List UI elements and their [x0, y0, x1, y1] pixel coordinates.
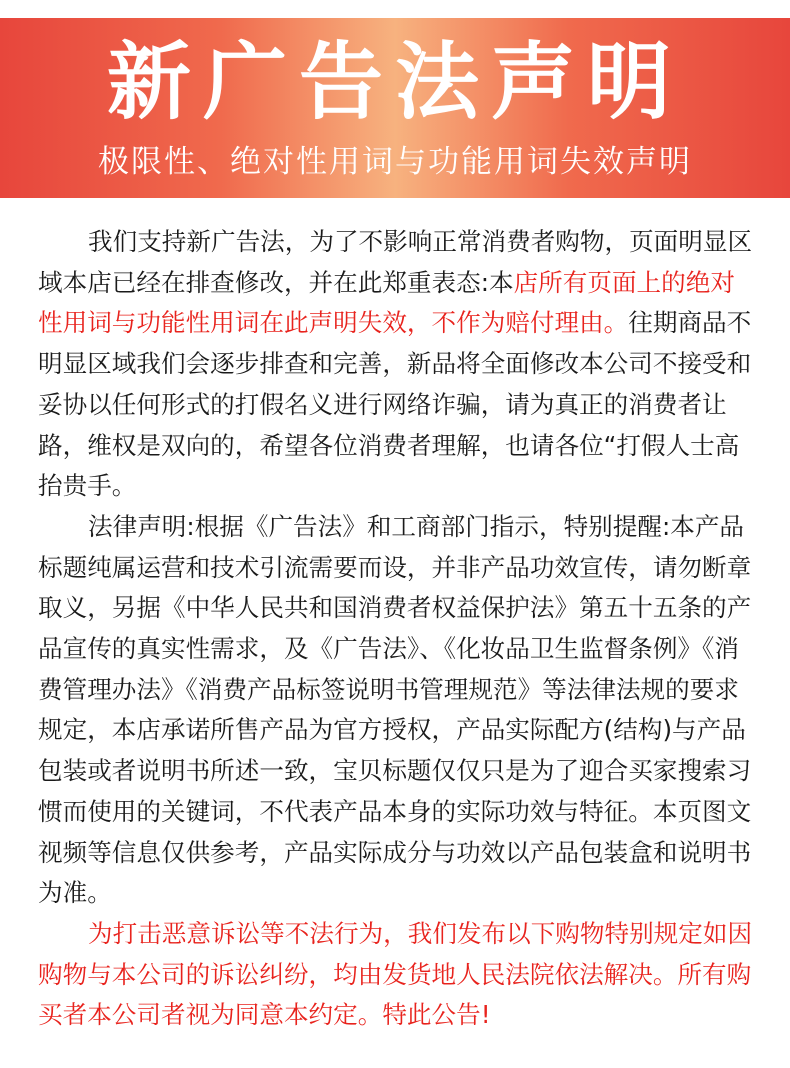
paragraph-text: 往期商品不明显区域我们会逐步排查和完善，新品将全面修改本公司不接受和妥协以任何形式的打假名义进行网络诈骗，请为真正的消费者让路，维权是双向的，希望各位消费者理解，也请各位“打假人士高抬贵手。	[38, 308, 752, 501]
banner-subtitle: 极限性、绝对性用词与功能用词失效声明	[98, 144, 692, 180]
statement-body	[38, 222, 754, 1036]
paragraph-litigation-notice: 为打击恶意诉讼等不法行为，我们发布以下购物特别规定如因购物与本公司的诉讼纠纷，均由发货地人民法院依法解决。所有购买者本公司者视为同意本约定。特此公告!	[38, 918, 753, 1030]
highlighted-disclaimer: 店所有页面上的绝对性用词与功能性用词在此声明失效，不作为赔付理由。	[38, 267, 735, 338]
header-banner	[0, 18, 790, 198]
paragraph-text: 我们支持新广告法，为了不影响正常消费者购物，页面明显区域本店已经在排查修改，并在此郑重表态:本	[38, 227, 753, 297]
paragraph-legal-statement: 法律声明:根据《广告法》和工商部门指示，特别提醒:本产品标题纯属运营和技术引流需要而设，并非产品功效宣传，请勿断章取义，另据《中华人民共和国消费者权益保护法》第五十五条的产品宣传的真实性需求，及《广告法》、《化妆品卫生监督条例》《消费管理办法》《消费产品标签说明书管理规范》等法律法规的要求规定，本店承诺所售产品为官方授权，产品实际配方(结构)与产品包装或者说明书所述一致，宝贝标题仅仅只是为了迎合买家搜索习惯而使用的关键词，不代表产品本身的实际功效与特征。本页图文视频等信息仅供参考，产品实际成分与功效以产品包装盒和说明书为准。	[38, 511, 752, 908]
paragraph-support-statement	[38, 222, 754, 507]
banner-title: 新广告法声明	[106, 33, 683, 131]
